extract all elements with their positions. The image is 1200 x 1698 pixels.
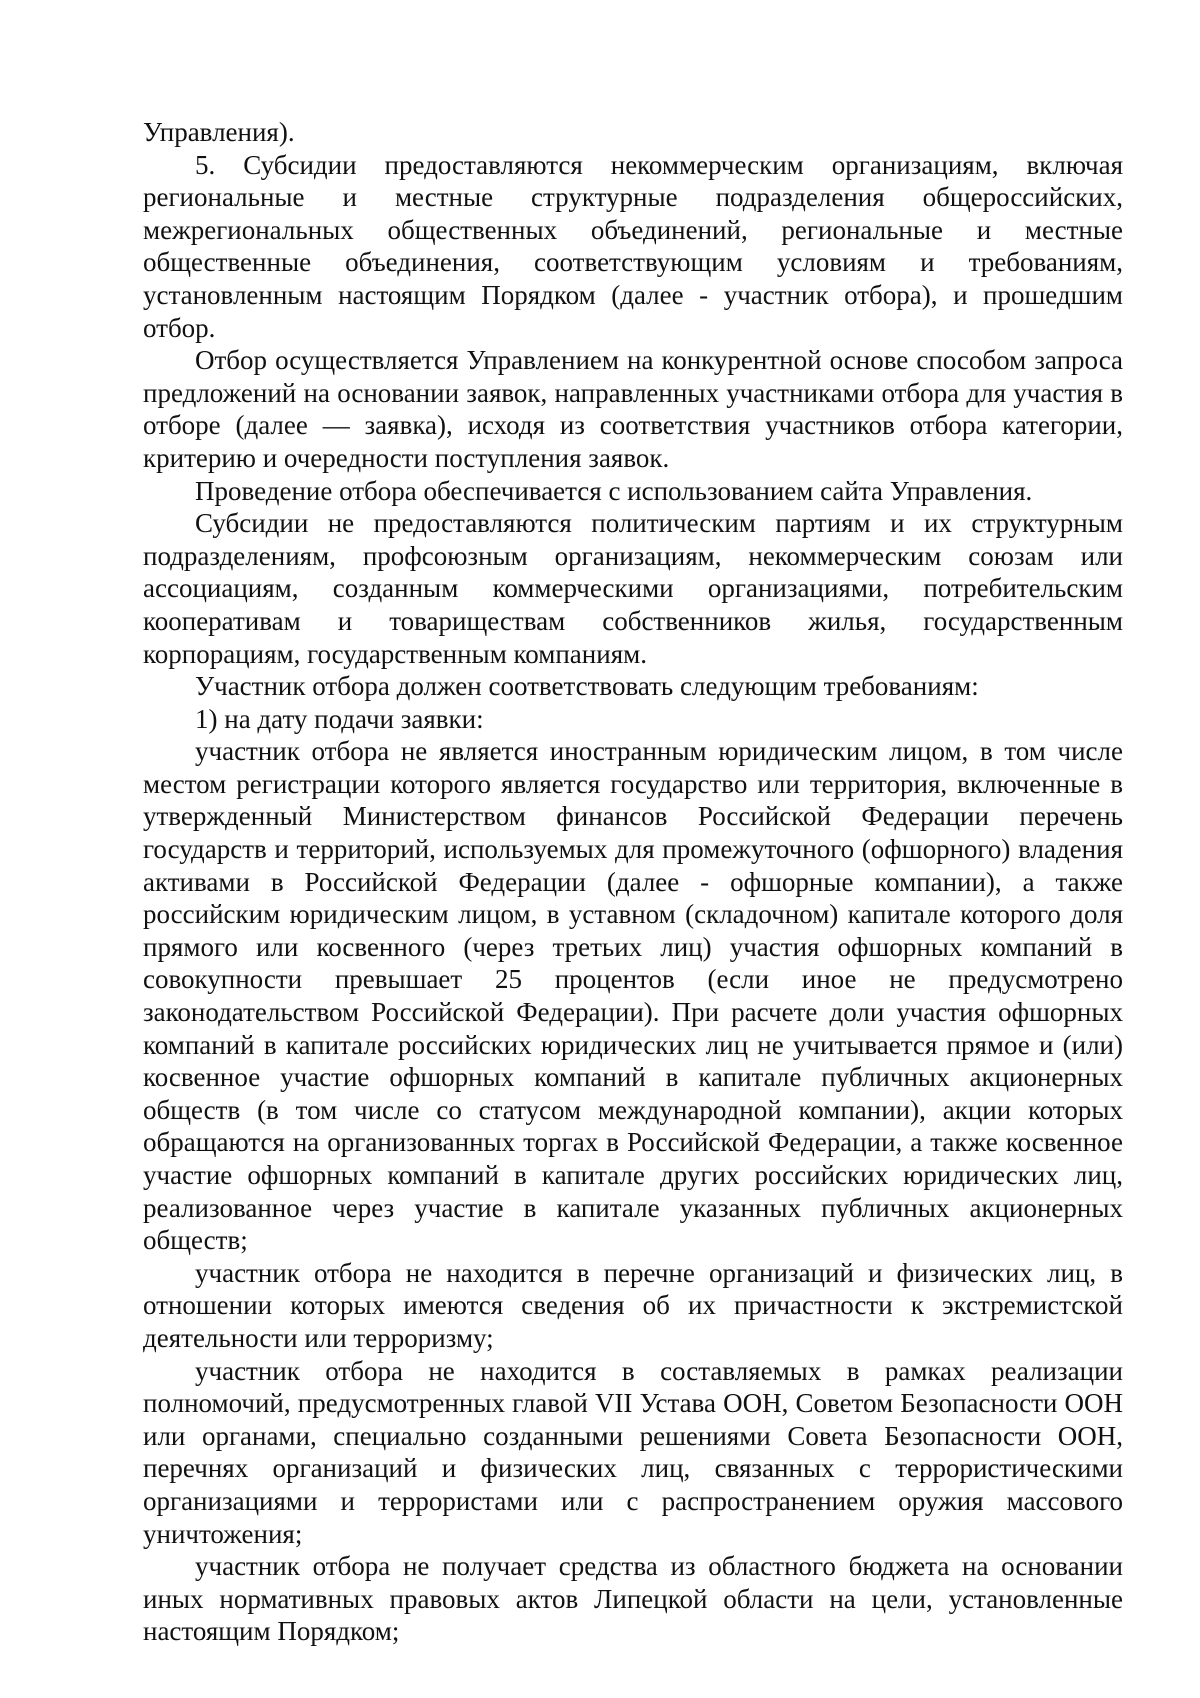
paragraph-subitem-1: 1) на дату подачи заявки: — [195, 703, 484, 734]
paragraph-website: Проведение отбора обеспечивается с использованием сайта Управления. — [195, 475, 1033, 506]
paragraph-regional-budget: участник отбора не получает средства из областного бюджета на основании иных нормативных правовых актов Липецкой области на цели, установленные настоящим Порядком; — [143, 1551, 1123, 1647]
paragraph-un-sanctions: участник отбора не находится в составляемых в рамках реализации полномочий, предусмотренных главой VII Устава ООН, Советом Безопасности ООН или органами, специально созданными решениями Совета Безопасности ООН, перечнях организаций и физических лиц, связанных с террористическими организациями и террористами или с распространением оружия массового уничтожения; — [143, 1355, 1123, 1549]
paragraph-offshore: участник отбора не является иностранным юридическим лицом, в том числе местом регистрации которого является государство или территория, включенные в утвержденный Министерством финансов Российской Федерации перечень государств и территорий, используемых для промежуточного (офшорного) владения активами в Российской Федерации (далее - офшорные компании), а также российским юридическим лицом, в уставном (складочном) капитале которого доля прямого или косвенного (через третьих лиц) участия офшорных компаний в совокупности превышает 25 процентов (если иное не предусмотрено законодательством Российской Федерации). При расчете доли участия офшорных компаний в капитале российских юридических лиц не учитывается прямое и (или) косвенное участие офшорных компаний в капитале публичных акционерных обществ (в том числе со статусом международной компании), акции которых обращаются на организованных торгах в Российской Федерации, а также косвенное участие офшорных компаний в капитале других российских юридических лиц, реализованное через участие в капитале указанных публичных акционерных обществ; — [143, 736, 1123, 1256]
paragraph-extremism: участник отбора не находится в перечне организаций и физических лиц, в отношении которых имеются сведения об их причастности к экстремистской деятельности или терроризму; — [143, 1257, 1123, 1353]
paragraph-exclusions: Субсидии не предоставляются политическим партиям и их структурным подразделениям, профсоюзным организациям, некоммерческим союзам или ассоциациям, созданным коммерческими организациями, потребительским кооперативам и товариществам собственников жилья, государственным корпорациям, государственным компаниям. — [143, 508, 1123, 669]
paragraph-requirements-intro: Участник отбора должен соответствовать следующим требованиям: — [195, 671, 979, 702]
paragraph-selection-process: Отбор осуществляется Управлением на конкурентной основе способом запроса предложений на основании заявок, направленных участниками отбора для участия в отборе (далее — заявка), исходя из соответствия участников отбора категории, критерию и очередности поступления заявок. — [143, 345, 1123, 473]
paragraph-item-5: 5. Субсидии предоставляются некоммерческим организациям, включая региональные и местные структурные подразделения общероссийских, межрегиональных общественных объединений, региональные и местные общественные объединения, соответствующим условиям и требованиям, установленным настоящим Порядком (далее - участник отбора), и прошедшим отбор. — [143, 149, 1123, 343]
paragraph-continuation: Управления). — [143, 117, 295, 147]
document-body — [143, 116, 1123, 1648]
